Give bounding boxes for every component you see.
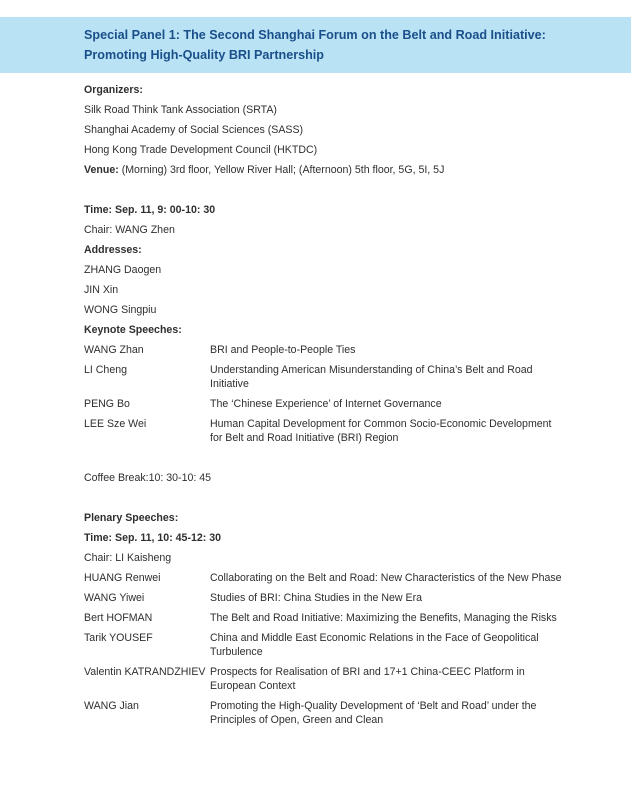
plenary-row [84,608,566,628]
address-speaker: JIN Xin [84,284,119,296]
speech-title: Human Capital Development for Common Socio-Economic Development for Belt and Road Initiative (BRI) Region [210,418,552,444]
speaker-name: WANG Jian [84,700,139,712]
panel-title: Special Panel 1: The Second Shanghai Forum on the Belt and Road Initiative: Promoting High-Quality BRI Partnership [84,28,546,62]
address-speaker: ZHANG Daogen [84,264,162,276]
speaker-name: HUANG Renwei [84,572,161,584]
speech-title: Collaborating on the Belt and Road: New Characteristics of the New Phase [210,572,562,584]
speech-title: BRI and People-to-People Ties [210,344,356,356]
venue-line [84,160,566,180]
spacer [84,180,566,200]
speaker-name: Valentin KATRANDZHIEV [84,666,206,678]
speaker-name: Tarik YOUSEF [84,632,153,644]
plenary-row [84,588,566,608]
speech-title: The ‘Chinese Experience’ of Internet Governance [210,398,442,410]
address-speaker: WONG Singpiu [84,304,157,316]
speaker-name: PENG Bo [84,398,130,410]
organizers-heading: Organizers: [84,84,143,96]
plenary-row [84,696,566,730]
speaker-name: Bert HOFMAN [84,612,153,624]
session-time: Time: Sep. 11, 10: 45-12: 30 [84,532,222,544]
plenary-row [84,628,566,662]
keynote-row [84,340,566,360]
session-chair: Chair: LI Kaisheng [84,552,172,564]
spacer [84,448,566,468]
speaker-name: LEE Sze Wei [84,418,147,430]
session-time: Time: Sep. 11, 9: 00-10: 30 [84,204,216,216]
addresses-heading: Addresses: [84,244,142,256]
speaker-name: WANG Yiwei [84,592,145,604]
program-content [84,80,566,730]
organizer-item: Hong Kong Trade Development Council (HKTDC) [84,144,318,156]
speech-title: China and Middle East Economic Relations in the Face of Geopolitical Turbulence [210,632,539,658]
speech-title: Prospects for Realisation of BRI and 17+1 China-CEEC Platform in European Context [210,666,525,692]
speaker-name: WANG Zhan [84,344,144,356]
organizer-item: Shanghai Academy of Social Sciences (SASS) [84,124,304,136]
speech-title: Promoting the High-Quality Development of ‘Belt and Road’ under the Principles of Open, Green and Clean [210,700,537,726]
venue-value: (Morning) 3rd floor, Yellow River Hall; (Afternoon) 5th floor, 5G, 5I, 5J [118,164,445,176]
panel-banner [0,17,631,73]
plenary-heading: Plenary Speeches: [84,512,179,524]
organizer-item: Silk Road Think Tank Association (SRTA) [84,104,277,116]
plenary-row [84,662,566,696]
plenary-row [84,568,566,588]
keynote-heading: Keynote Speeches: [84,324,182,336]
speech-title: Studies of BRI: China Studies in the New Era [210,592,422,604]
speech-title: Understanding American Misunderstanding of China’s Belt and Road Initiative [210,364,533,390]
keynote-row [84,360,566,394]
keynote-row [84,394,566,414]
speaker-name: LI Cheng [84,364,127,376]
coffee-break: Coffee Break:10: 30-10: 45 [84,472,212,484]
venue-label: Venue: [84,164,119,176]
session-chair: Chair: WANG Zhen [84,224,175,236]
keynote-row [84,414,566,448]
speech-title: The Belt and Road Initiative: Maximizing the Benefits, Managing the Risks [210,612,557,624]
spacer [84,488,566,508]
